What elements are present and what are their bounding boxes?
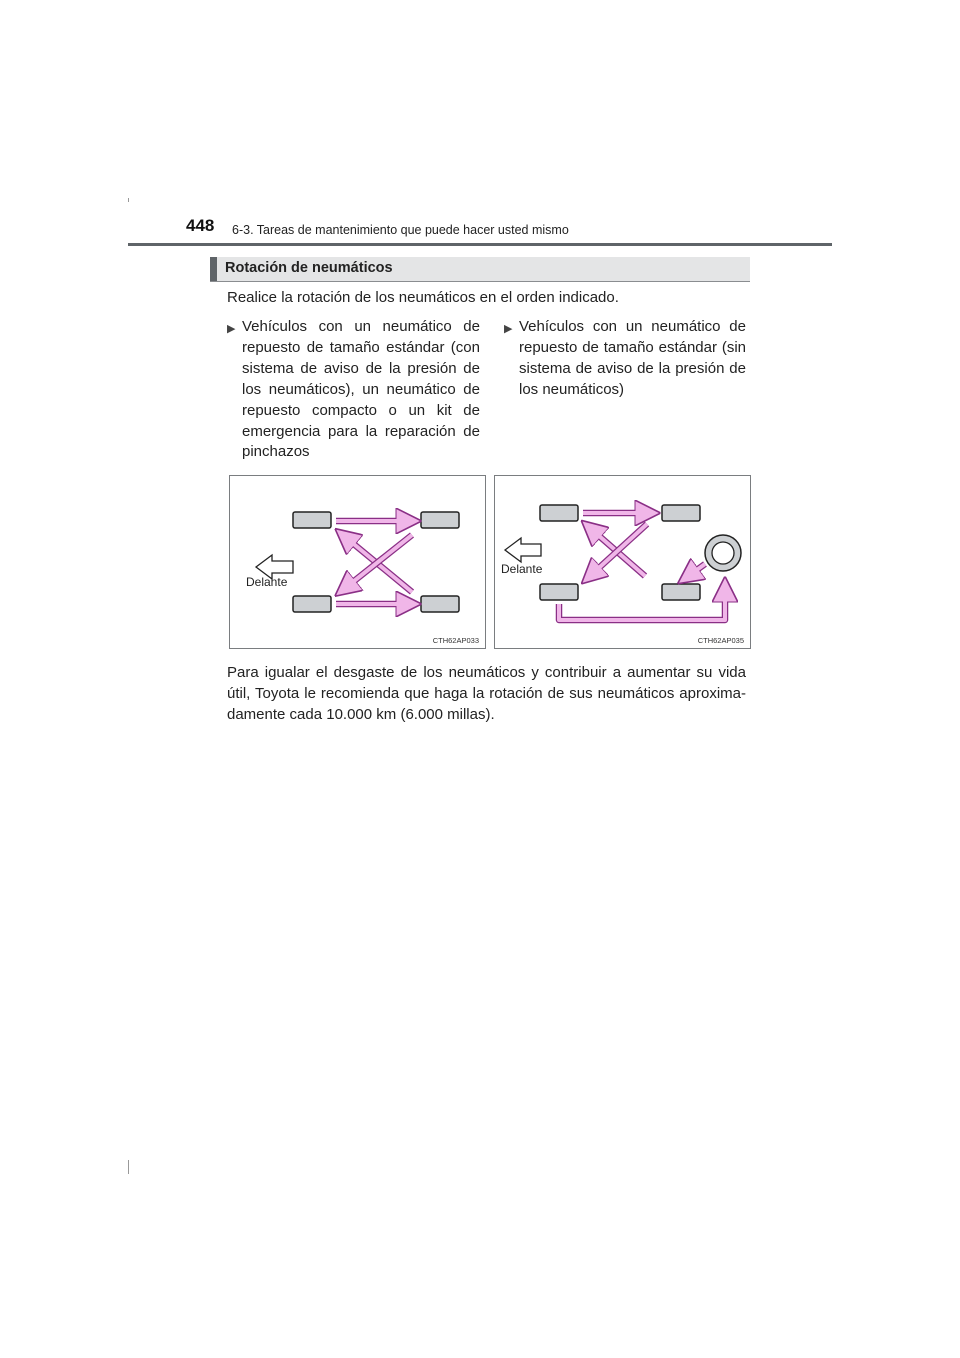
tire-front-right xyxy=(421,512,459,528)
figure-code: CTH62AP035 xyxy=(697,636,744,645)
column-right-text: Vehículos con un neumático de repuesto de tamaño estándar (sin sistema de aviso de la presión de los neumáticos) xyxy=(519,318,746,398)
rotation-diagram-1 xyxy=(229,475,486,649)
tire-rear-right xyxy=(421,596,459,612)
margin-mark xyxy=(128,198,129,202)
page-number: 448 xyxy=(186,216,215,235)
front-label: Delante xyxy=(246,575,288,589)
rotation-arrows xyxy=(336,521,412,604)
rotation-diagram-1-svg xyxy=(230,476,487,650)
bullet-arrow-icon: ▶ xyxy=(504,323,513,335)
figure-code: CTH62AP033 xyxy=(432,636,479,645)
column-right xyxy=(504,317,746,401)
tire-front-right xyxy=(662,505,700,521)
body-paragraph: Para igualar el desgaste de los neumáticos y contribuir a aumentar su vida útil, Toyota le recomienda que haga la rotación de sus neumáticos aproxima-damente cada 10.000 km (6.000 millas). xyxy=(227,664,746,723)
tire-rear-left xyxy=(293,596,331,612)
tire-rear-left xyxy=(540,584,578,600)
rotation-diagram-2 xyxy=(494,475,751,649)
intro-text: Realice la rotación de los neumáticos en el orden indicado. xyxy=(227,289,619,306)
rotation-arrows xyxy=(559,513,725,620)
header-rule xyxy=(128,243,832,246)
column-left xyxy=(227,317,480,463)
tire-rear-right xyxy=(662,584,700,600)
section-accent xyxy=(210,257,217,281)
chapter-title: 6-3. Tareas de mantenimiento que puede hacer usted mismo xyxy=(232,223,569,237)
section-title: Rotación de neumáticos xyxy=(225,260,393,276)
margin-mark xyxy=(128,1160,129,1174)
tire-front-left xyxy=(293,512,331,528)
front-direction-arrow xyxy=(505,538,541,562)
column-left-text: Vehículos con un neumático de repuesto de tamaño estándar (con sistema de aviso de la presión de los neumáticos), un neumático de repuesto compacto o un kit de emergencia para la reparación de pinchazos xyxy=(242,318,480,461)
front-label: Delante xyxy=(501,562,543,576)
tire-front-left xyxy=(540,505,578,521)
bullet-arrow-icon: ▶ xyxy=(227,323,236,335)
section-heading xyxy=(210,257,750,282)
